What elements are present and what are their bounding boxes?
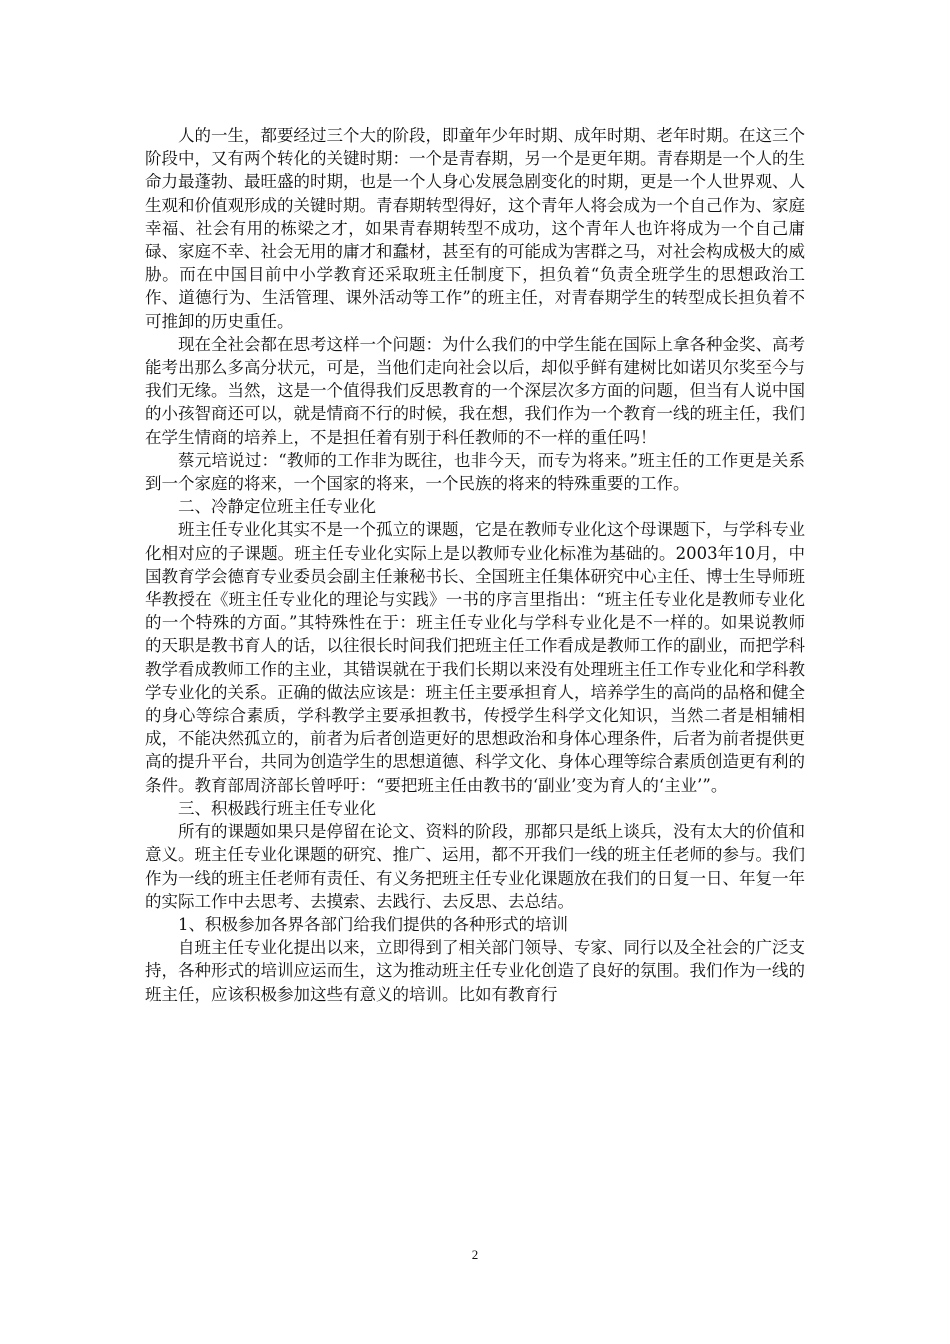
paragraph-society-question: 现在全社会都在思考这样一个问题：为什么我们的中学生能在国际上拿各种金奖、高考能考出那么多高分状元，可是，当他们走向社会以后，却似乎鲜有建树比如诺贝尔奖至今与我们无缘。当然，这是一个值得我们反思教育的一个深层次多方面的问题，但当有人说中国的小孩智商还可以，就是情商不行的时候，我在想，我们作为一个教育一线的班主任，我们在学生情商的培养上，不是担任着有别于科任教师的不一样的重任吗！ — [145, 334, 805, 447]
paragraph-practice: 所有的课题如果只是停留在论文、资料的阶段，那都只是纸上谈兵，没有太大的价值和意义。班主任专业化课题的研究、推广、运用，都不开我们一线的班主任老师的参与。我们作为一线的班主任老师有责任、有义务把班主任专业化课题放在我们的日复一日、年复一年的实际工作中去思考、去摸索、去践行、去反思、去总结。 — [145, 822, 805, 911]
paragraph-life-stages: 人的一生，都要经过三个大的阶段，即童年少年时期、成年时期、老年时期。在这三个阶段中，又有两个转化的关键时期：一个是青春期，另一个是更年期。青春期是一个人的生命力最蓬勃、最旺盛的时期，也是一个人身心发展急剧变化的时期，更是一个人世界观、人生观和价值观形成的关键时期。青春期转型得好，这个青年人将会成为一个自己作为、家庭幸福、社会有用的栋梁之才，如果青春期转型不成功，这个青年人也许将成为一个自己庸碌、家庭不幸、社会无用的庸才和蠢材，甚至有的可能成为害群之马，对社会构成极大的威胁。而在中国目前中小学教育还采取班主任制度下，担负着“负责全班学生的思想政治工作、道德行为、生活管理、课外活动等工作”的班主任，对青春期学生的转型成长担负着不可推卸的历史重任。 — [145, 126, 805, 331]
section-heading-3: 三、积极践行班主任专业化 — [178, 798, 376, 818]
paragraph-cai-yuanpei-quote: 蔡元培说过：“教师的工作非为既往，也非今天，而专为将来。”班主任的工作更是关系到一个家庭的将来，一个国家的将来，一个民族的将来的特殊重要的工作。 — [145, 450, 805, 494]
paragraph-training: 自班主任专业化提出以来，立即得到了相关部门领导、专家、同行以及全社会的广泛支持，各种形式的培训应运而生，这为推动班主任专业化创造了良好的氛围。我们作为一线的班主任，应该积极参加这些有意义的培训。比如有教育行 — [145, 938, 805, 1004]
subsection-heading-1: 1、积极参加各界各部门给我们提供的各种形式的培训 — [178, 914, 568, 934]
document-body — [145, 124, 805, 1006]
page-number: 2 — [471, 1247, 479, 1262]
section-heading-2: 二、冷静定位班主任专业化 — [178, 497, 376, 517]
paragraph-professionalization: 班主任专业化其实不是一个孤立的课题，它是在教师专业化这个母课题下，与学科专业化相对应的子课题。班主任专业化实际上是以教师专业化标准为基础的。2003年10月，中国教育学会德育专业委员会副主任兼秘书长、全国班主任集体研究中心主任、博士生导师班华教授在《班主任专业化的理论与实践》一书的序言里指出：“班主任专业化是教师专业化的一个特殊的方面。”其特殊性在于：班主任专业化与学科专业化是不一样的。如果说教师的天职是教书育人的话，以往很长时间我们把班主任工作看成是教师工作的副业，而把学科教学看成教师工作的主业，其错误就在于我们长期以来没有处理班主任工作专业化和学科教学专业化的关系。正确的做法应该是：班主任主要承担育人，培养学生的高尚的品格和健全的身心等综合素质，学科教学主要承担教书，传授学生科学文化知识，当然二者是相辅相成，不能决然孤立的，前者为后者创造更好的思想政治和身体心理条件，后者为前者提供更高的提升平台，共同为创造学生的思想道德、科学文化、身体心理等综合素质创造更有利的条件。教育部周济部长曾呼吁：“要把班主任由教书的‘副业’变为育人的‘主业’”。 — [145, 520, 805, 795]
